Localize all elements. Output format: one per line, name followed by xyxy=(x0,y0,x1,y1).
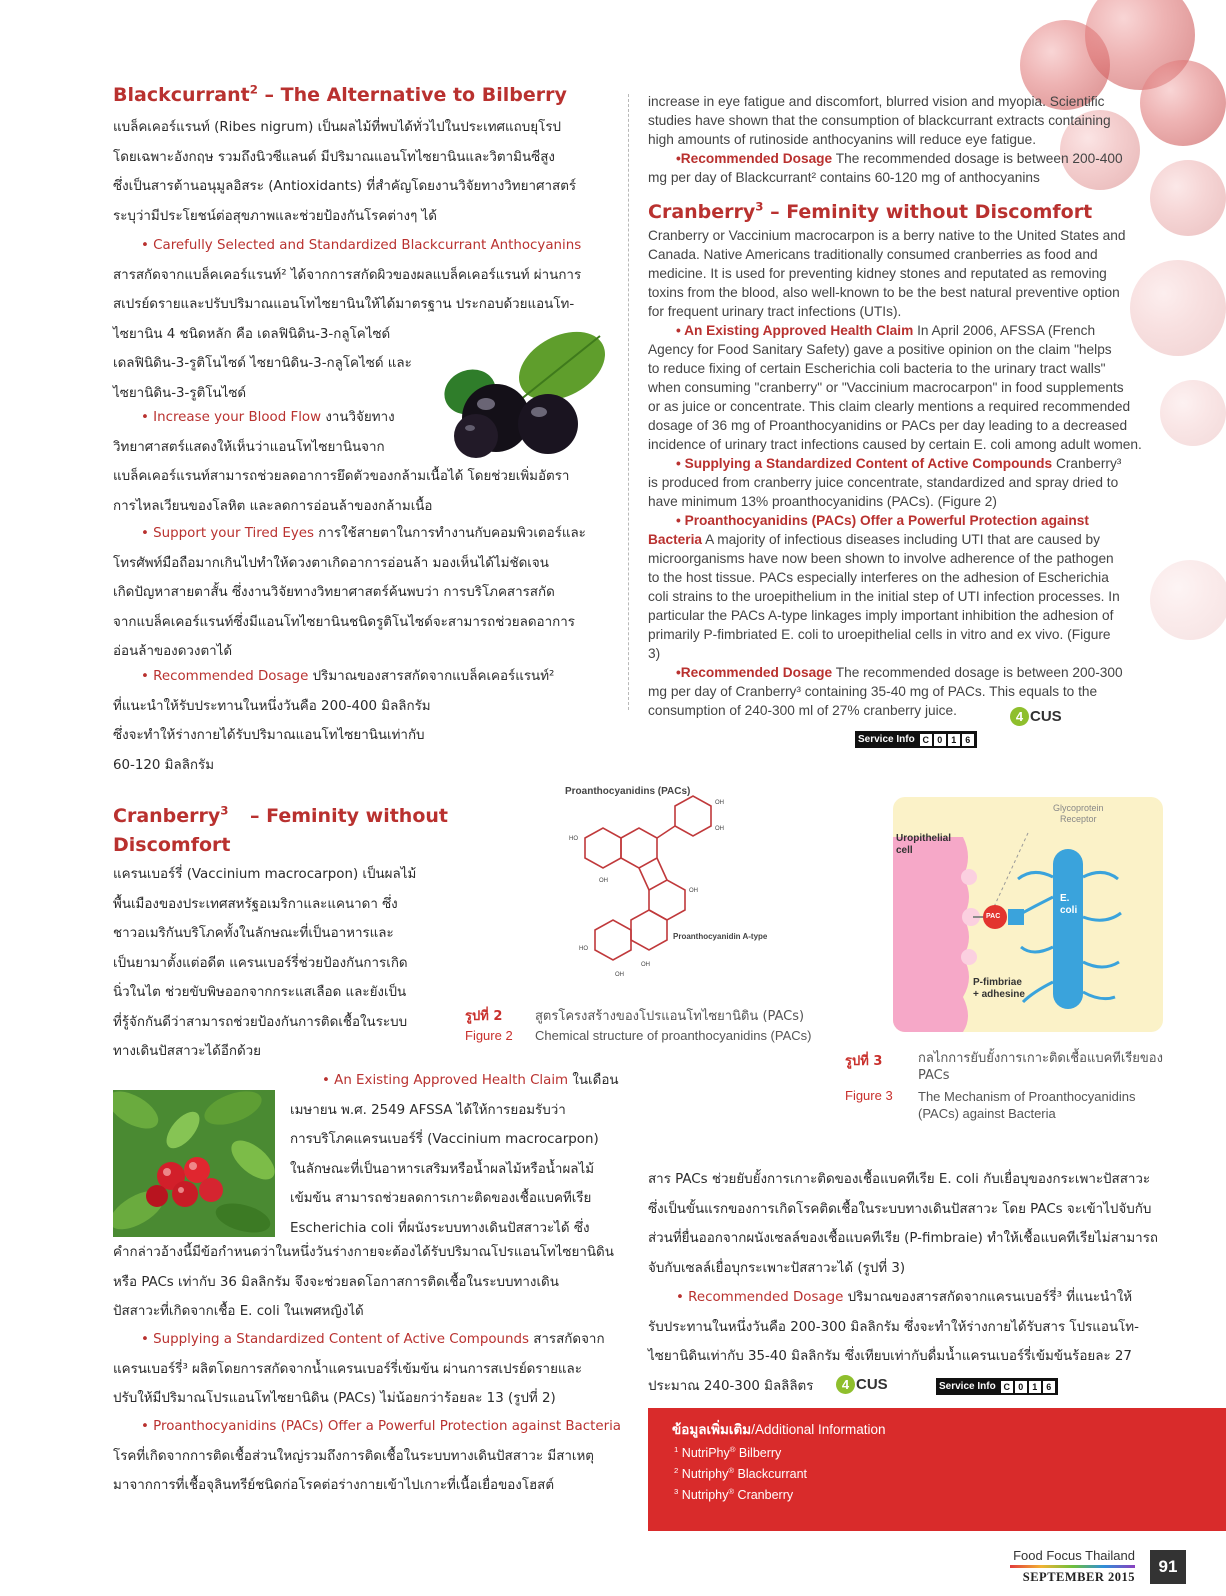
svg-text:HO: HO xyxy=(569,836,578,842)
column-separator xyxy=(628,94,629,710)
service-info-badge: Service Info C 0 1 6 xyxy=(855,731,977,748)
cranberry-eng-title: Cranberry$^3$ – Feminity without Discomfort xyxy=(648,199,1093,223)
svg-text:OH: OH xyxy=(599,878,608,884)
svg-text:OH: OH xyxy=(715,800,724,806)
additional-info-title: ข้อมูลเพิ่มเติม/Additional Information xyxy=(672,1422,886,1437)
figure3-glycoprotein-label: Glycoprotein Receptor xyxy=(1053,803,1104,824)
figure2-title: Proanthocyanidins (PACs) xyxy=(565,786,691,797)
info-item: $^2$ Nutriphy® Blackcurrant xyxy=(674,1465,808,1481)
blackcurrant-bullet-dosage: • Recommended Dosage ปริมาณของสารสกัดจากแบล็คเคอร์แรนท์² ที่แนะนำให้รับประทานในหนึ่งวันคือ 200-400 มิลลิกรัม ซึ่งจะทำให้ร่างกายได้รับปริมาณแอนโทไซยานินเท่ากับ 60-120 มิลลิกรัม xyxy=(113,669,555,773)
figure2-diagram xyxy=(565,780,805,1000)
svg-text:OH: OH xyxy=(715,826,724,832)
cranberry-intro-th: แครนเบอร์รี่ (Vaccinium macrocarpon) เป็นผลไม้ พื้นเมืองของประเทศสหรัฐอเมริกาและแคนาดา ซึ่ง ชาวอเมริกันบริโภคทั้งในลักษณะที่เป็นอาหารและ เป็นยามาตั้งแต่อดีต แครนเบอร์รี่ช่วยป้องกันการเกิด นิ่วในไต ช่วยขับพิษออกจากกระแสเลือด และยังเป็น ที่รู้จักกันดีว่าสามารถช่วยป้องกันการติดเชื้อในระบบ ทางเดินปัสสาวะได้อีกด้วย xyxy=(113,867,417,1059)
figure3-pac-label: PAC xyxy=(986,913,1001,920)
figure3-ecoli-label: E. coli xyxy=(1060,893,1078,916)
svg-text:OH: OH xyxy=(615,972,624,978)
info-item: $^3$ Nutriphy® Cranberry xyxy=(674,1486,794,1502)
focus-logo-2: 4 CUS xyxy=(836,1375,888,1394)
svg-text:OH: OH xyxy=(641,962,650,968)
figure3-diagram xyxy=(893,797,1163,1032)
figure3-uro-label: Uropithelial cell xyxy=(896,833,952,856)
pacs-mechanism-th: สาร PACs ช่วยยับยั้งการเกาะติดของเชื้อแบคทีเรีย E. coli กับเยื่อบุของกระเพาะปัสสาวะ ซึ่งเป็นขั้นแรกของการเกิดโรคติดเชื้อในระบบทางเดินปัสสาวะ โดย PACs จะเข้าไปจับกับ ส่วนที่ยื่นออกจากผนังเซลล์ของเชื้อแบคทีเรีย (P-fimbraie) ทำให้เชื้อแบคทีเรียไม่สามารถ จับกับเซลล์เยื่อบุกระเพาะปัสสาวะได้ (รูปที่ 3) • Recommended Dosage ปริมาณของสารสกัดจากแครนเบอร์รี่³ ที่แนะนำให้ รับประทานในหนึ่งวันคือ 200-300 มิลลิกรัม ซึ่งจะทำให้ร่างกายได้รับสาร โปรแอนโท- ไซยานิดินเท่ากับ 35-40 มิลลิกรัม ซึ่งเทียบเท่ากับดื่มน้ำแครนเบอร์รี่เข้มข้นร้อยละ 27 ประมาณ 240-300 มิลลิลิตร xyxy=(648,1172,1158,1394)
blackcurrant-bullet-tired-eyes: • Support your Tired Eyes การใช้สายตาในการทำงานกับคอมพิวเตอร์และ โทรศัพท์มือถือมากเกินไปทำให้ดวงตาเกิดอาการอ่อนล้า มองเห็นได้ไม่ชัดเจน เกิดปัญหาสายตาสั้น ซึ่งงานวิจัยทางวิทยาศาสตร์ค้นพบว่า การบริโภคสารสกัด จากแบล็คเคอร์แรนท์ซึ่งมีแอนโทไซยานินชนิดรูติโนไซด์จะสามารถช่วยลดอาการ อ่อนล้าของดวงตาได้ xyxy=(113,526,586,659)
cranberry-title-th: Cranberry$^3$ – Feminity without Discomfort xyxy=(113,803,448,856)
cranberry-bullet-pacs-th: • Proanthocyanidins (PACs) Offer a Powerful Protection against Bacteria โรคที่เกิดจากการติดเชื้อส่วนใหญ่รวมถึงการติดเชื้อในระบบทางเดินปัสสาวะ มีสาเหตุ มาจากการที่เชื้อจุลินทรีย์ชนิดก่อโรคต่อร่างกายเข้าไปเกาะที่เนื้อเยื่อของโฮสต์ xyxy=(113,1419,622,1493)
cranberry-photo xyxy=(113,1090,275,1237)
blackcurrant-bullet-blood-flow: • Increase your Blood Flow งานวิจัยทาง วิทยาศาสตร์แสดงให้เห็นว่าแอนโทไซยานินจาก แบล็คเคอร์แรนท์สามารถช่วยลดอาการยึดตัวของกล้ามเนื้อได้ โดยช่วยเพิ่มอัตรา การไหลเวียนของโลหิต และลดการอ่อนล้าของกล้ามเนื้อ xyxy=(113,410,570,514)
cranberry-bullet-standardized-th: • Supplying a Standardized Content of Active Compounds สารสกัดจาก แครนเบอร์รี่³ ผลิตโดยการสกัดจากน้ำแครนเบอร์รี่เข้มข้น ผ่านการสเปรย์ดรายและ ปรับให้มีปริมาณโปรแอนโทไซยานิดิน (PACs) ไม่น้อยกว่าร้อยละ 13 (รูปที่ 2) xyxy=(113,1332,605,1406)
blackcurrant-title: Blackcurrant$^2$ – The Alternative to Bilberry xyxy=(113,82,567,106)
additional-info-box xyxy=(648,1408,1226,1531)
cranberry-health-claim-cont-th: คำกล่าวอ้างนี้มีข้อกำหนดว่าในหนึ่งวันร่างกายจะต้องได้รับปริมาณโปรแอนโทไซยานิดิน หรือ PACs เท่ากับ 36 มิลลิกรัม จึงจะช่วยลดโอกาสการติดเชื้อในระบบทางเดิน ปัสสาวะที่เกิดจากเชื้อ E. coli ในเพศหญิงได้ xyxy=(113,1245,614,1319)
info-item: $^1$ NutriPhy® Bilberry xyxy=(674,1444,782,1460)
service-info-badge-2: Service Info C 0 1 6 xyxy=(936,1378,1058,1395)
footer-publication: Food Focus Thailand SEPTEMBER 2015 xyxy=(1010,1548,1135,1585)
cranberry-eng-body: Cranberry or Vaccinium macrocarpon is a berry native to the United States and Canada. Native Americans traditionally consumed cranberries as food and medicine. It is used for preventing kidney stones and reputated as removing toxins from the blood, also well-known to be the best natural preventive option for frequent urinary tract infections (UTIs). • An Existing Approved Health Claim In April 2006, AFSSA (French Agency for Food Sanitary Safety) gave a positive opinion on the claim "helps to reduce fixing of certain Escherichia coli bacteria to the urinary tract walls" when consuming "cranberry" or "Vaccinium macrocarpon" in food supplements or as juice or concentrate. This claim clearly mentions a required recommended dosage of 36 mg of Proanthocyanidins or PACs per day leading to a decreased incidence of urinary tract infections caused by certain E. coli among adult women. • Supplying a Standardized Content of Active Compounds Cranberry³ is produced from cranberry juice concentrate, standardized and spray dried to have minimum 13% proanthocyanidins (PACs). (Figure 2) • Proanthocyanidins (PACs) Offer a Powerful Protection against Bacteria A majority of infectious diseases including UTI that are caused by microorganisms have now been shown to involve adherence of the pathogen to the host tissue. PACs especially interferes on the adhesion of Escherichia coli strains to the uroepithelium in the initial step of UTI infection processes. In particular the PACs A-type linkages imply important inhibition the adhesion of primarily P-fimbriated E. coli to uroepithelial cells in vitro and ex vivo. (Figure 3) •Recommended Dosage The recommended dosage is between 200-300 mg per day of Cranberry³ containing 35-40 mg of PACs. This equals to the consumption of 240-300 ml of 27% cranberry juice. xyxy=(648,228,1142,718)
figure2-type-label: Proanthocyanidin A-type xyxy=(673,932,768,941)
svg-text:HO: HO xyxy=(579,946,588,952)
cranberry-bullet-health-claim-th: • An Existing Approved Health Claim ในเดือน เมษายน พ.ศ. 2549 AFSSA ได้ให้การยอมรับว่า การบริโภคแครนเบอร์รี่ (Vaccinium macrocarpon) ในลักษณะที่เป็นอาหารเสริมหรือน้ำผลไม้หรือน้ำผลไม้ เข้มข้น สามารถช่วยลดการเกาะติดของเชื้อแบคทีเรีย Escherichia coli ที่ผนังระบบทางเดินปัสสาวะได้ ซึ่ง xyxy=(290,1073,619,1236)
svg-text:OH: OH xyxy=(689,888,698,894)
figure3-caption: รูปที่ 3 กลไกการยับยั้งการเกาะติดเชื้อแบคทีเรียของ PACs Figure 3 The Mechanism of Proanthocyanidins (PACs) against Bacteria xyxy=(845,1051,1163,1121)
page-number: 91 xyxy=(1150,1550,1186,1584)
figure2-caption: รูปที่ 2 สูตรโครงสร้างของโปรแอนโทไซยานิดิน (PACs) Figure 2 Chemical structure of proanthocyanidins (PACs) xyxy=(465,1009,812,1043)
focus-logo: 4 CUS xyxy=(1010,707,1062,726)
blackcurrant-bullet-anthocyanins: • Carefully Selected and Standardized Blackcurrant Anthocyanins สารสกัดจากแบล็คเคอร์แรนท์² ได้จากการสกัดผิวของผลแบล็คเคอร์แรนท์ ผ่านการ สเปรย์ดรายและปรับปริมาณแอนโทไซยานินให้ได้มาตรฐาน ประกอบด้วยแอนโท- ไซยานิน 4 ชนิดหลัก คือ เดลฟินิดิน-3-กลูโคไซด์ เดลฟินิดิน-3-รูติโนไซด์ ไซยานิดิน-3-กลูโคไซด์ และ ไซยานิดิน-3-รูติโนไซด์ xyxy=(113,238,582,401)
figure3-fimbriae-label: P-fimbriae + adhesine xyxy=(973,977,1025,1000)
blackcurrant-eng-cont: increase in eye fatigue and discomfort, blurred vision and myopia. Scientific studies have shown that the consumption of blackcurrant extracts containing high amounts of rutinoside anthocyanins will reduce eye fatigue. •Recommended Dosage The recommended dosage is between 200-400 mg per day of Blackcurrant² contains 60-120 mg of anthocyanins xyxy=(648,94,1123,185)
blackcurrant-intro-th: แบล็คเคอร์แรนท์ (Ribes nigrum) เป็นผลไม้ที่พบได้ทั่วไปในประเทศแถบยุโรป โดยเฉพาะอังกฤษ รวมถึงนิวซีแลนด์ มีปริมาณแอนโทไซยานินและวิตามินซีสูง ซึ่งเป็นสารต้านอนุมูลอิสระ (Antioxidants) ที่สำคัญโดยงานวิจัยทางวิทยาศาสตร์ ระบุว่ามีประโยชน์ต่อสุขภาพและช่วยป้องกันโรคต่างๆ ได้ xyxy=(113,120,577,224)
